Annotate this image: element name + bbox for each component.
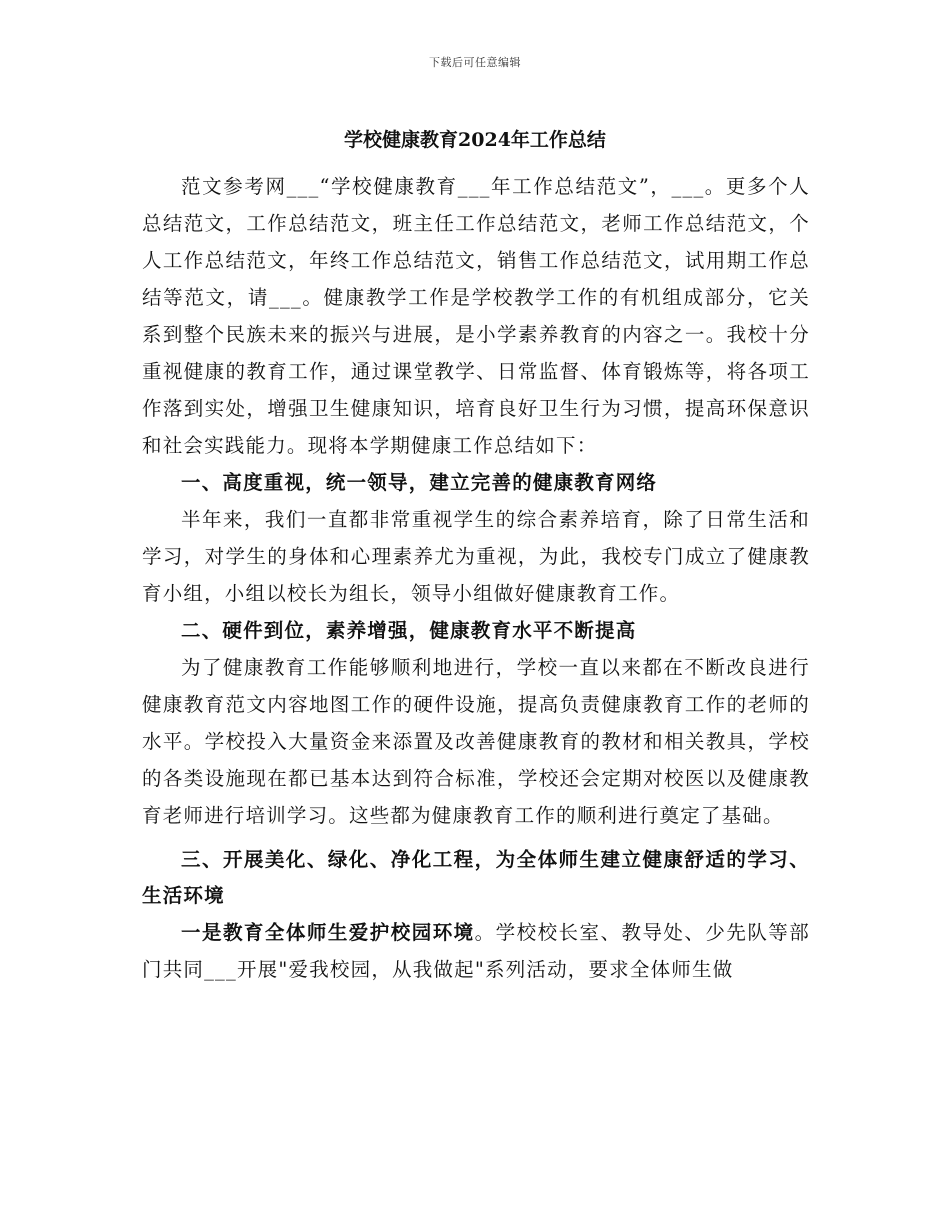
header-note: 下载后可任意编辑 <box>429 56 521 69</box>
section-2-heading: 二、硬件到位，素养增强，健康教育水平不断提高 <box>181 619 637 642</box>
document-body <box>142 168 810 988</box>
section-3-paragraph <box>142 914 810 988</box>
document-title: 学校健康教育2024年工作总结 <box>344 129 606 151</box>
section-1-heading: 一、高度重视，统一领导，建立完善的健康教育网络 <box>181 471 658 494</box>
section-2-paragraph: 为了健康教育工作能够顺利地进行，学校一直以来都在不断改良进行健康教育范文内容地图工作的硬件设施，提高负责健康教育工作的老师的水平。学校投入大量资金来添置及改善健康教育的教材和相关教具，学校的各类设施现在都已基本达到符合标准，学校还会定期对校医以及健康教育老师进行培训学习。这些都为健康教育工作的顺利进行奠定了基础。 <box>142 656 810 827</box>
section-3-lead: 一是教育全体师生爱护校园环境 <box>181 921 475 944</box>
intro-paragraph: 范文参考网___“学校健康教育___年工作总结范文”，___。更多个人总结范文，工作总结范文，班主任工作总结范文，老师工作总结范文，个人工作总结范文，年终工作总结范文，销售工作总结范文，试用期工作总结等范文，请___。健康教学工作是学校教学工作的有机组成部分，它关系到整个民族未来的振兴与进展，是小学素养教育的内容之一。我校十分重视健康的教育工作，通过课堂教学、日常监督、体育锻炼等，将各项工作落到实处，增强卫生健康知识，培育良好卫生行为习惯，提高环保意识和社会实践能力。现将本学期健康工作总结如下： <box>142 175 810 457</box>
section-3-heading: 三、开展美化、绿化、净化工程，为全体师生建立健康舒适的学习、生活环境 <box>142 848 810 907</box>
section-3-text: 。学校校长室、教导处、少先队等部门共同___开展"爱我校园，从我做起"系列活动，要求全体师生做 <box>142 921 810 981</box>
section-1-paragraph: 半年来，我们一直都非常重视学生的综合素养培育，除了日常生活和学习，对学生的身体和心理素养尤为重视，为此，我校专门成立了健康教育小组，小组以校长为组长，领导小组做好健康教育工作。 <box>142 508 810 605</box>
